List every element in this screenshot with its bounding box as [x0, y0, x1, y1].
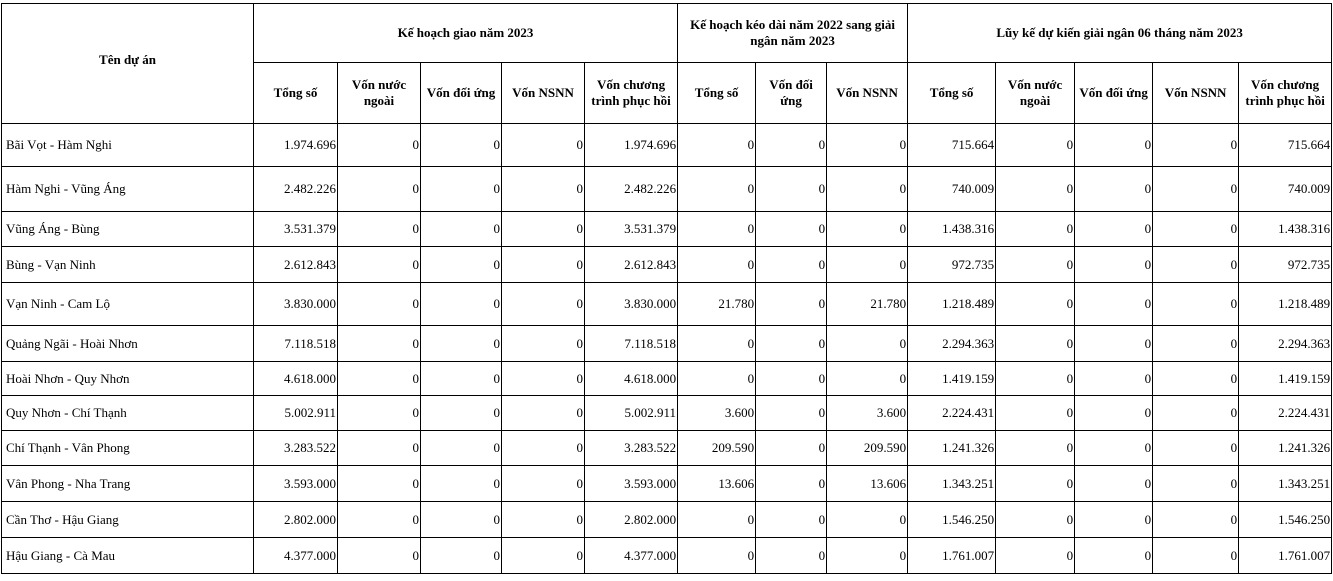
value-cell: 3.593.000 [254, 466, 338, 502]
value-cell: 0 [1153, 538, 1239, 574]
value-cell: 0 [996, 124, 1075, 167]
value-cell: 0 [502, 212, 585, 247]
value-cell: 972.735 [908, 247, 996, 283]
value-cell: 0 [678, 167, 756, 212]
value-cell: 0 [338, 431, 421, 466]
value-cell: 0 [421, 124, 502, 167]
value-cell: 972.735 [1239, 247, 1332, 283]
value-cell: 0 [827, 247, 908, 283]
value-cell: 0 [502, 502, 585, 538]
project-name-cell: Vân Phong - Nha Trang [2, 466, 254, 502]
value-cell: 715.664 [1239, 124, 1332, 167]
disbursement-table [1, 3, 1332, 574]
value-cell: 1.974.696 [254, 124, 338, 167]
value-cell: 1.218.489 [1239, 283, 1332, 326]
project-name-cell: Vũng Áng - Bùng [2, 212, 254, 247]
value-cell: 1.438.316 [908, 212, 996, 247]
value-cell: 0 [996, 212, 1075, 247]
table-row [2, 124, 1332, 167]
project-name-cell: Hoài Nhơn - Quy Nhơn [2, 362, 254, 396]
value-cell: 1.761.007 [1239, 538, 1332, 574]
value-cell: 0 [338, 167, 421, 212]
value-cell: 2.294.363 [908, 326, 996, 362]
value-cell: 0 [756, 396, 827, 431]
project-name-cell: Quảng Ngãi - Hoài Nhơn [2, 326, 254, 362]
table-row [2, 212, 1332, 247]
value-cell: 0 [827, 502, 908, 538]
value-cell: 0 [338, 362, 421, 396]
value-cell: 0 [421, 212, 502, 247]
value-cell: 0 [756, 167, 827, 212]
value-cell: 0 [421, 362, 502, 396]
value-cell: 0 [338, 283, 421, 326]
col-header: Vốn chương trình phục hồi [585, 63, 678, 124]
value-cell: 0 [756, 124, 827, 167]
value-cell: 2.612.843 [585, 247, 678, 283]
value-cell: 0 [827, 538, 908, 574]
value-cell: 0 [1153, 396, 1239, 431]
value-cell: 2.802.000 [585, 502, 678, 538]
table-row [2, 283, 1332, 326]
value-cell: 2.294.363 [1239, 326, 1332, 362]
value-cell: 0 [996, 167, 1075, 212]
col-header: Tổng số [254, 63, 338, 124]
value-cell: 0 [827, 167, 908, 212]
value-cell: 0 [1153, 167, 1239, 212]
col-header: Vốn NSNN [1153, 63, 1239, 124]
value-cell: 4.618.000 [254, 362, 338, 396]
value-cell: 0 [1075, 362, 1153, 396]
value-cell: 0 [502, 283, 585, 326]
value-cell: 0 [756, 502, 827, 538]
project-name-cell: Hàm Nghi - Vũng Áng [2, 167, 254, 212]
value-cell: 0 [756, 283, 827, 326]
value-cell: 0 [996, 431, 1075, 466]
value-cell: 0 [502, 396, 585, 431]
value-cell: 0 [502, 247, 585, 283]
value-cell: 3.531.379 [254, 212, 338, 247]
value-cell: 0 [1075, 167, 1153, 212]
value-cell: 0 [996, 538, 1075, 574]
value-cell: 2.224.431 [908, 396, 996, 431]
value-cell: 0 [502, 431, 585, 466]
value-cell: 0 [1153, 326, 1239, 362]
value-cell: 7.118.518 [585, 326, 678, 362]
value-cell: 0 [502, 124, 585, 167]
value-cell: 0 [338, 326, 421, 362]
col-header: Tổng số [678, 63, 756, 124]
value-cell: 0 [996, 247, 1075, 283]
value-cell: 0 [827, 326, 908, 362]
group-header-cumulative-6m: Lũy kế dự kiến giải ngân 06 tháng năm 2023 [908, 4, 1332, 63]
value-cell: 0 [678, 538, 756, 574]
project-name-cell: Bãi Vọt - Hàm Nghi [2, 124, 254, 167]
value-cell: 0 [502, 538, 585, 574]
value-cell: 740.009 [1239, 167, 1332, 212]
value-cell: 0 [421, 466, 502, 502]
value-cell: 0 [502, 362, 585, 396]
value-cell: 0 [421, 538, 502, 574]
value-cell: 0 [421, 247, 502, 283]
col-header: Vốn đối ứng [1075, 63, 1153, 124]
value-cell: 0 [996, 396, 1075, 431]
value-cell: 0 [338, 212, 421, 247]
value-cell: 1.343.251 [908, 466, 996, 502]
value-cell: 0 [338, 466, 421, 502]
value-cell: 0 [1153, 466, 1239, 502]
value-cell: 3.600 [678, 396, 756, 431]
value-cell: 0 [756, 326, 827, 362]
value-cell: 0 [338, 247, 421, 283]
value-cell: 2.224.431 [1239, 396, 1332, 431]
value-cell: 0 [1153, 431, 1239, 466]
value-cell: 5.002.911 [585, 396, 678, 431]
value-cell: 1.974.696 [585, 124, 678, 167]
project-name-cell: Vạn Ninh - Cam Lộ [2, 283, 254, 326]
table-row [2, 247, 1332, 283]
value-cell: 0 [678, 212, 756, 247]
value-cell: 0 [827, 124, 908, 167]
group-header-extended-2022: Kế hoạch kéo dài năm 2022 sang giải ngân năm 2023 [678, 4, 908, 63]
value-cell: 0 [502, 326, 585, 362]
project-name-cell: Bùng - Vạn Ninh [2, 247, 254, 283]
value-cell: 0 [996, 283, 1075, 326]
value-cell: 0 [421, 167, 502, 212]
value-cell: 1.343.251 [1239, 466, 1332, 502]
table-row [2, 502, 1332, 538]
value-cell: 0 [421, 502, 502, 538]
value-cell: 13.606 [678, 466, 756, 502]
value-cell: 0 [421, 326, 502, 362]
value-cell: 5.002.911 [254, 396, 338, 431]
value-cell: 0 [1075, 247, 1153, 283]
value-cell: 0 [827, 362, 908, 396]
project-name-cell: Hậu Giang - Cà Mau [2, 538, 254, 574]
value-cell: 0 [756, 466, 827, 502]
value-cell: 0 [1153, 212, 1239, 247]
value-cell: 0 [756, 362, 827, 396]
table-row [2, 362, 1332, 396]
value-cell: 0 [1153, 502, 1239, 538]
value-cell: 0 [1153, 247, 1239, 283]
value-cell: 0 [827, 212, 908, 247]
value-cell: 0 [756, 431, 827, 466]
value-cell: 0 [996, 466, 1075, 502]
table-row [2, 538, 1332, 574]
project-name-cell: Quy Nhơn - Chí Thạnh [2, 396, 254, 431]
project-name-cell: Cần Thơ - Hậu Giang [2, 502, 254, 538]
value-cell: 0 [1075, 431, 1153, 466]
col-header: Vốn nước ngoài [338, 63, 421, 124]
value-cell: 4.618.000 [585, 362, 678, 396]
value-cell: 0 [1075, 283, 1153, 326]
value-cell: 0 [338, 502, 421, 538]
value-cell: 0 [502, 167, 585, 212]
value-cell: 0 [421, 431, 502, 466]
value-cell: 2.802.000 [254, 502, 338, 538]
value-cell: 0 [338, 396, 421, 431]
value-cell: 1.218.489 [908, 283, 996, 326]
value-cell: 0 [756, 247, 827, 283]
value-cell: 2.482.226 [254, 167, 338, 212]
value-cell: 1.761.007 [908, 538, 996, 574]
value-cell: 1.419.159 [1239, 362, 1332, 396]
value-cell: 0 [1153, 283, 1239, 326]
value-cell: 0 [1153, 124, 1239, 167]
value-cell: 3.531.379 [585, 212, 678, 247]
col-header: Tổng số [908, 63, 996, 124]
header-row-groups [2, 4, 1332, 63]
value-cell: 3.283.522 [585, 431, 678, 466]
value-cell: 4.377.000 [585, 538, 678, 574]
value-cell: 1.241.326 [908, 431, 996, 466]
value-cell: 1.438.316 [1239, 212, 1332, 247]
value-cell: 0 [996, 326, 1075, 362]
value-cell: 2.612.843 [254, 247, 338, 283]
value-cell: 209.590 [827, 431, 908, 466]
value-cell: 0 [756, 538, 827, 574]
value-cell: 0 [1075, 212, 1153, 247]
col-header: Vốn đối ứng [421, 63, 502, 124]
value-cell: 0 [1075, 502, 1153, 538]
value-cell: 209.590 [678, 431, 756, 466]
col-header: Vốn đối ứng [756, 63, 827, 124]
value-cell: 0 [1075, 396, 1153, 431]
value-cell: 3.600 [827, 396, 908, 431]
value-cell: 0 [421, 396, 502, 431]
table-row [2, 431, 1332, 466]
value-cell: 0 [502, 466, 585, 502]
value-cell: 0 [338, 124, 421, 167]
value-cell: 0 [1075, 124, 1153, 167]
value-cell: 1.419.159 [908, 362, 996, 396]
project-name-header: Tên dự án [2, 4, 254, 124]
value-cell: 0 [756, 212, 827, 247]
group-header-plan-2023: Kế hoạch giao năm 2023 [254, 4, 678, 63]
value-cell: 0 [678, 326, 756, 362]
value-cell: 21.780 [678, 283, 756, 326]
project-name-cell: Chí Thạnh - Vân Phong [2, 431, 254, 466]
value-cell: 0 [421, 283, 502, 326]
value-cell: 13.606 [827, 466, 908, 502]
value-cell: 740.009 [908, 167, 996, 212]
value-cell: 3.830.000 [585, 283, 678, 326]
value-cell: 0 [1075, 326, 1153, 362]
table-row [2, 167, 1332, 212]
value-cell: 0 [338, 538, 421, 574]
value-cell: 1.546.250 [1239, 502, 1332, 538]
value-cell: 0 [1075, 538, 1153, 574]
value-cell: 3.283.522 [254, 431, 338, 466]
table-row [2, 326, 1332, 362]
value-cell: 4.377.000 [254, 538, 338, 574]
value-cell: 1.241.326 [1239, 431, 1332, 466]
col-header: Vốn chương trình phục hồi [1239, 63, 1332, 124]
col-header: Vốn NSNN [827, 63, 908, 124]
value-cell: 0 [1075, 466, 1153, 502]
table-body [2, 124, 1332, 574]
value-cell: 0 [678, 247, 756, 283]
value-cell: 7.118.518 [254, 326, 338, 362]
value-cell: 2.482.226 [585, 167, 678, 212]
value-cell: 0 [1153, 362, 1239, 396]
col-header: Vốn nước ngoài [996, 63, 1075, 124]
value-cell: 0 [678, 362, 756, 396]
table-row [2, 396, 1332, 431]
value-cell: 715.664 [908, 124, 996, 167]
value-cell: 21.780 [827, 283, 908, 326]
value-cell: 3.830.000 [254, 283, 338, 326]
value-cell: 0 [678, 502, 756, 538]
value-cell: 0 [996, 502, 1075, 538]
value-cell: 0 [678, 124, 756, 167]
value-cell: 0 [996, 362, 1075, 396]
col-header: Vốn NSNN [502, 63, 585, 124]
value-cell: 1.546.250 [908, 502, 996, 538]
value-cell: 3.593.000 [585, 466, 678, 502]
table-row [2, 466, 1332, 502]
